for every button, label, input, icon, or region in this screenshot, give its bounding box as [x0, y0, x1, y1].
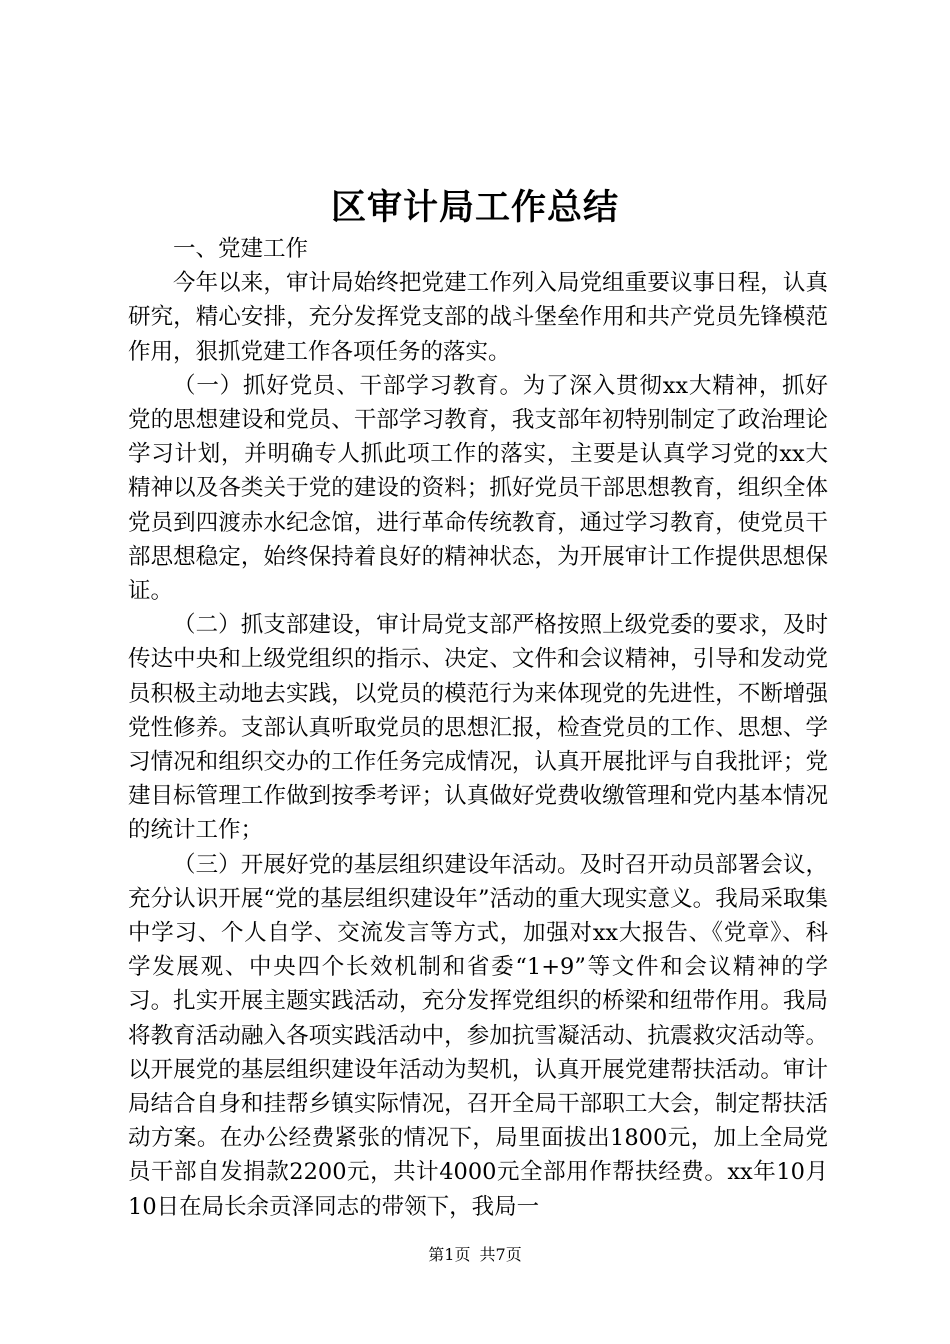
paragraph-intro: 今年以来，审计局始终把党建工作列入局党组重要议事日程，认真研究，精心安排，充分发挥党支部的战斗堡垒作用和共产党员先锋模范作用，狠抓党建工作各项任务的落实。: [128, 270, 828, 365]
page-number: 第1页: [428, 1245, 471, 1264]
page-total: 共7页: [479, 1245, 522, 1264]
section-heading: 一、党建工作: [173, 236, 309, 262]
document-title: 区审计局工作总结: [330, 187, 619, 228]
document-body: [128, 232, 828, 1224]
page-footer: [0, 1244, 950, 1266]
paragraph-study-education: （一）抓好党员、干部学习教育。为了深入贯彻xx大精神，抓好党的思想建设和党员、干部学习教育，我支部年初特别制定了政治理论学习计划，并明确专人抓此项工作的落实，主要是认真学习党的xx大精神以及各类关于党的建设的资料；抓好党员干部思想教育，组织全体党员到四渡赤水纪念馆，进行革命传统教育，通过学习教育，使党员干部思想稳定，始终保持着良好的精神状态，为开展审计工作提供思想保证。: [128, 372, 828, 605]
paragraph-grassroots-activity: （三）开展好党的基层组织建设年活动。及时召开动员部署会议，充分认识开展“党的基层组织建设年”活动的重大现实意义。我局采取集中学习、个人自学、交流发言等方式，加强对xx大报告、《党章》、科学发展观、中央四个长效机制和省委“1+9”等文件和会议精神的学习。扎实开展主题实践活动，充分发挥党组织的桥梁和纽带作用。我局将教育活动融入各项实践活动中，参加抗雪凝活动、抗震救灾活动等。以开展党的基层组织建设年活动为契机，认真开展党建帮扶活动。审计局结合自身和挂帮乡镇实际情况，召开全局干部职工大会，制定帮扶活动方案。在办公经费紧张的情况下，局里面拔出1800元，加上全局党员干部自发捐款2200元，共计4000元全部用作帮扶经费。xx年10月10日在局长余贡泽同志的带领下，我局一: [128, 851, 828, 1220]
paragraph-branch-building: （二）抓支部建设，审计局党支部严格按照上级党委的要求，及时传达中央和上级党组织的指示、决定、文件和会议精神，引导和发动党员积极主动地去实践，以党员的模范行为来体现党的先进性，不断增强党性修养。支部认真听取党员的思想汇报，检查党员的工作、思想、学习情况和组织交办的工作任务完成情况，认真开展批评与自我批评；党建目标管理工作做到按季考评；认真做好党费收缴管理和党内基本情况的统计工作；: [128, 612, 828, 844]
